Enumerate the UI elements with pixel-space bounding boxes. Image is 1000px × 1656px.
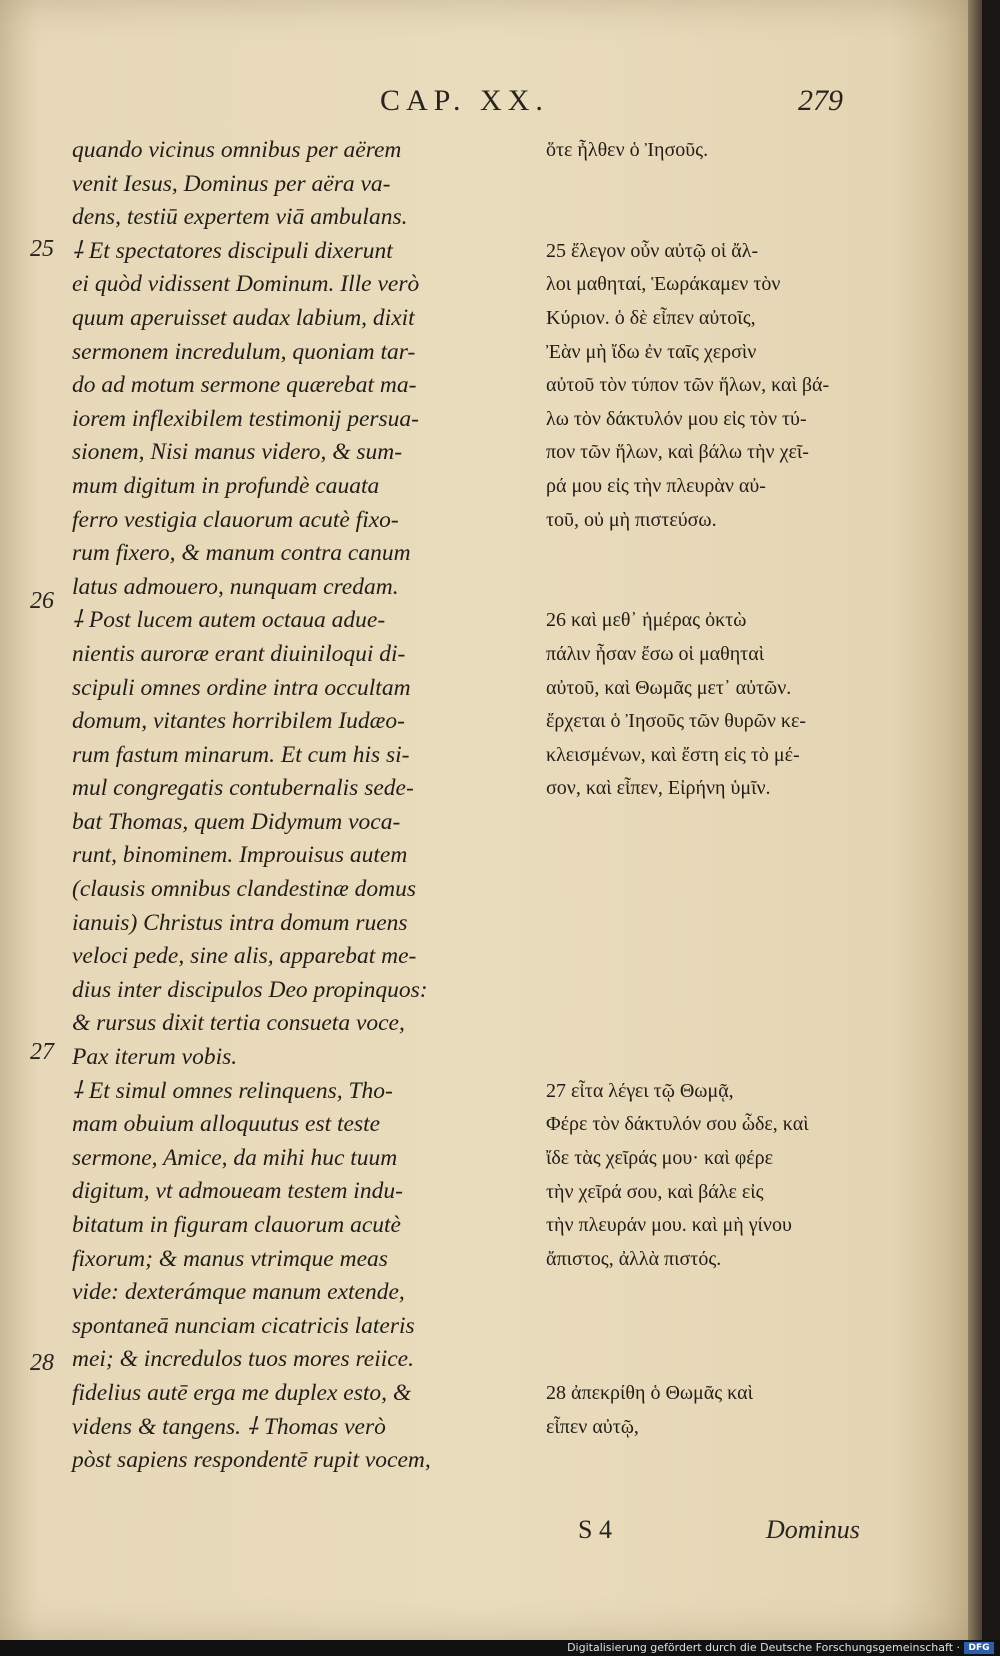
latin-line: fidelius autē erga me duplex esto, & (72, 1379, 412, 1406)
latin-line: fixorum; & manus vtrimque meas (72, 1245, 388, 1272)
latin-line: iorem inflexibilem testimonij persua- (72, 405, 420, 432)
greek-line: κλεισμένων, καὶ ἔστη εἰς τὸ μέ- (546, 743, 800, 766)
greek-line: πον τῶν ἥλων, καὶ βάλω τὴν χεῖ- (546, 441, 809, 464)
greek-line: Φέρε τὸν δάκτυλόν σου ὧδε, καὶ (546, 1113, 809, 1136)
latin-line: & rursus dixit tertia consueta voce, (72, 1010, 405, 1037)
chapter-heading: CAP. XX. (380, 84, 549, 117)
greek-line: πάλιν ἦσαν ἔσω οἱ μαθηταὶ (546, 643, 765, 665)
latin-line: scipuli omnes ordine intra occultam (72, 674, 411, 701)
latin-line: ⸸ Et simul omnes relinquens, Tho- (72, 1077, 393, 1104)
greek-line: αὐτοῦ, καὶ Θωμᾶς μετ᾿ αὐτῶν. (546, 676, 792, 699)
latin-line: ⸸ Et spectatores discipuli dixerunt (72, 237, 393, 264)
latin-line: venit Iesus, Dominus per aëra va- (72, 170, 391, 197)
latin-line: latus admouero, nunquam credam. (72, 573, 399, 600)
greek-line: 25 ἔλεγον οὖν αὐτῷ οἱ ἄλ- (546, 239, 759, 262)
latin-line: ferro vestigia clauorum acutè fixo- (72, 506, 399, 533)
verse-number-25: 25 (30, 236, 54, 262)
latin-line: mul congregatis contubernalis sede- (72, 775, 414, 802)
greek-line: ἴδε τὰς χεῖράς μου· καὶ φέρε (546, 1147, 774, 1169)
greek-line: λοι μαθηταί, Ἑωράκαμεν τὸν (546, 273, 781, 296)
latin-line: ei quòd vidissent Dominum. Ille verò (72, 271, 420, 298)
credit-text: Digitalisierung gefördert durch die Deutsche Forschungsgemeinschaft · (567, 1641, 960, 1654)
latin-line: dens, testiū expertem viā ambulans. (72, 204, 408, 231)
dfg-logo: DFG (964, 1642, 994, 1654)
latin-line: bat Thomas, quem Didymum voca- (72, 808, 401, 835)
greek-line: 27 εἶτα λέγει τῷ Θωμᾷ, (546, 1079, 734, 1102)
latin-line: spontaneā nunciam cicatricis lateris (72, 1312, 415, 1339)
verse-number-27: 27 (30, 1039, 54, 1065)
latin-line: Pax iterum vobis. (72, 1044, 238, 1071)
greek-line: Ἐὰν μὴ ἴδω ἐν ταῖς χερσὶν (546, 340, 757, 363)
latin-line: sionem, Nisi manus videro, & sum- (72, 439, 403, 466)
latin-line: dius inter discipulos Deo propinquos: (72, 976, 428, 1003)
latin-line: (clausis omnibus clandestinæ domus (72, 876, 417, 903)
latin-line: veloci pede, sine alis, apparebat me- (72, 943, 417, 970)
latin-line: rum fixero, & manum contra canum (72, 540, 411, 567)
signature-mark: S 4 (578, 1515, 612, 1544)
latin-line: videns & tangens. ⸸ Thomas verò (72, 1413, 386, 1440)
verse-number-28: 28 (30, 1350, 54, 1376)
latin-line: rum fastum minarum. Et cum his si- (72, 741, 410, 768)
latin-line: digitum, vt admoueam testem indu- (72, 1178, 403, 1205)
greek-line: τοῦ, οὐ μὴ πιστεύσω. (546, 508, 717, 531)
latin-line: mei; & incredulos tuos mores reiice. (72, 1346, 414, 1373)
latin-line: sermonem incredulum, quoniam tar- (72, 338, 416, 365)
page-number: 279 (798, 84, 843, 117)
latin-line: bitatum in figuram clauorum acutè (72, 1212, 401, 1238)
latin-line: do ad motum sermone quærebat ma- (72, 372, 417, 399)
catchword: Dominus (766, 1515, 860, 1544)
latin-line: runt, binominem. Improuisus autem (72, 842, 408, 869)
latin-line: nientis auroræ erant diuiniloqui di- (72, 640, 406, 667)
page-edge (968, 0, 982, 1640)
greek-line: 28 ἀπεκρίθη ὁ Θωμᾶς καὶ (546, 1382, 753, 1405)
latin-line: pòst sapiens respondentē rupit vocem, (72, 1447, 431, 1474)
latin-line: quum aperuisset audax labium, dixit (72, 304, 415, 331)
latin-line: mum digitum in profundè cauata (72, 472, 380, 499)
greek-line: 26 καὶ μεθ᾿ ἡμέρας ὀκτὼ (546, 609, 747, 632)
greek-line: Κύριον. ὁ δὲ εἶπεν αὐτοῖς, (546, 307, 756, 329)
latin-line: ianuis) Christus intra domum ruens (72, 909, 408, 936)
greek-line: σον, καὶ εἶπεν, Εἰρήνη ὑμῖν. (546, 777, 771, 800)
latin-line: mam obuium alloquutus est teste (72, 1111, 381, 1138)
greek-line: αὐτοῦ τὸν τύπον τῶν ἥλων, καὶ βά- (546, 374, 830, 397)
greek-line: εἶπεν αὐτῷ, (546, 1415, 639, 1438)
greek-line: ἔρχεται ὁ Ἰησοῦς τῶν θυρῶν κε- (546, 710, 807, 733)
verse-number-26: 26 (30, 588, 54, 614)
latin-line: domum, vitantes horribilem Iudæo- (72, 708, 405, 735)
latin-column (72, 134, 532, 1478)
greek-line: ἄπιστος, ἀλλὰ πιστός. (546, 1247, 722, 1270)
greek-line: λω τὸν δάκτυλόν μου εἰς τὸν τύ- (546, 407, 807, 430)
latin-line: ⸸ Post lucem autem octaua adue- (72, 607, 386, 634)
latin-line: sermone, Amice, da mihi huc tuum (72, 1144, 398, 1171)
greek-line: τὴν χεῖρά σου, καὶ βάλε εἰς (546, 1180, 764, 1203)
latin-line: quando vicinus omnibus per aërem (72, 137, 402, 163)
greek-line: τὴν πλευράν μου. καὶ μὴ γίνου (546, 1214, 792, 1237)
greek-line: ὅτε ἦλθεν ὁ Ἰησοῦς. (546, 139, 709, 161)
greek-line: ρά μου εἰς τὴν πλευρὰν αὐ- (546, 475, 766, 497)
latin-line: vide: dexterámque manum extende, (72, 1279, 405, 1306)
